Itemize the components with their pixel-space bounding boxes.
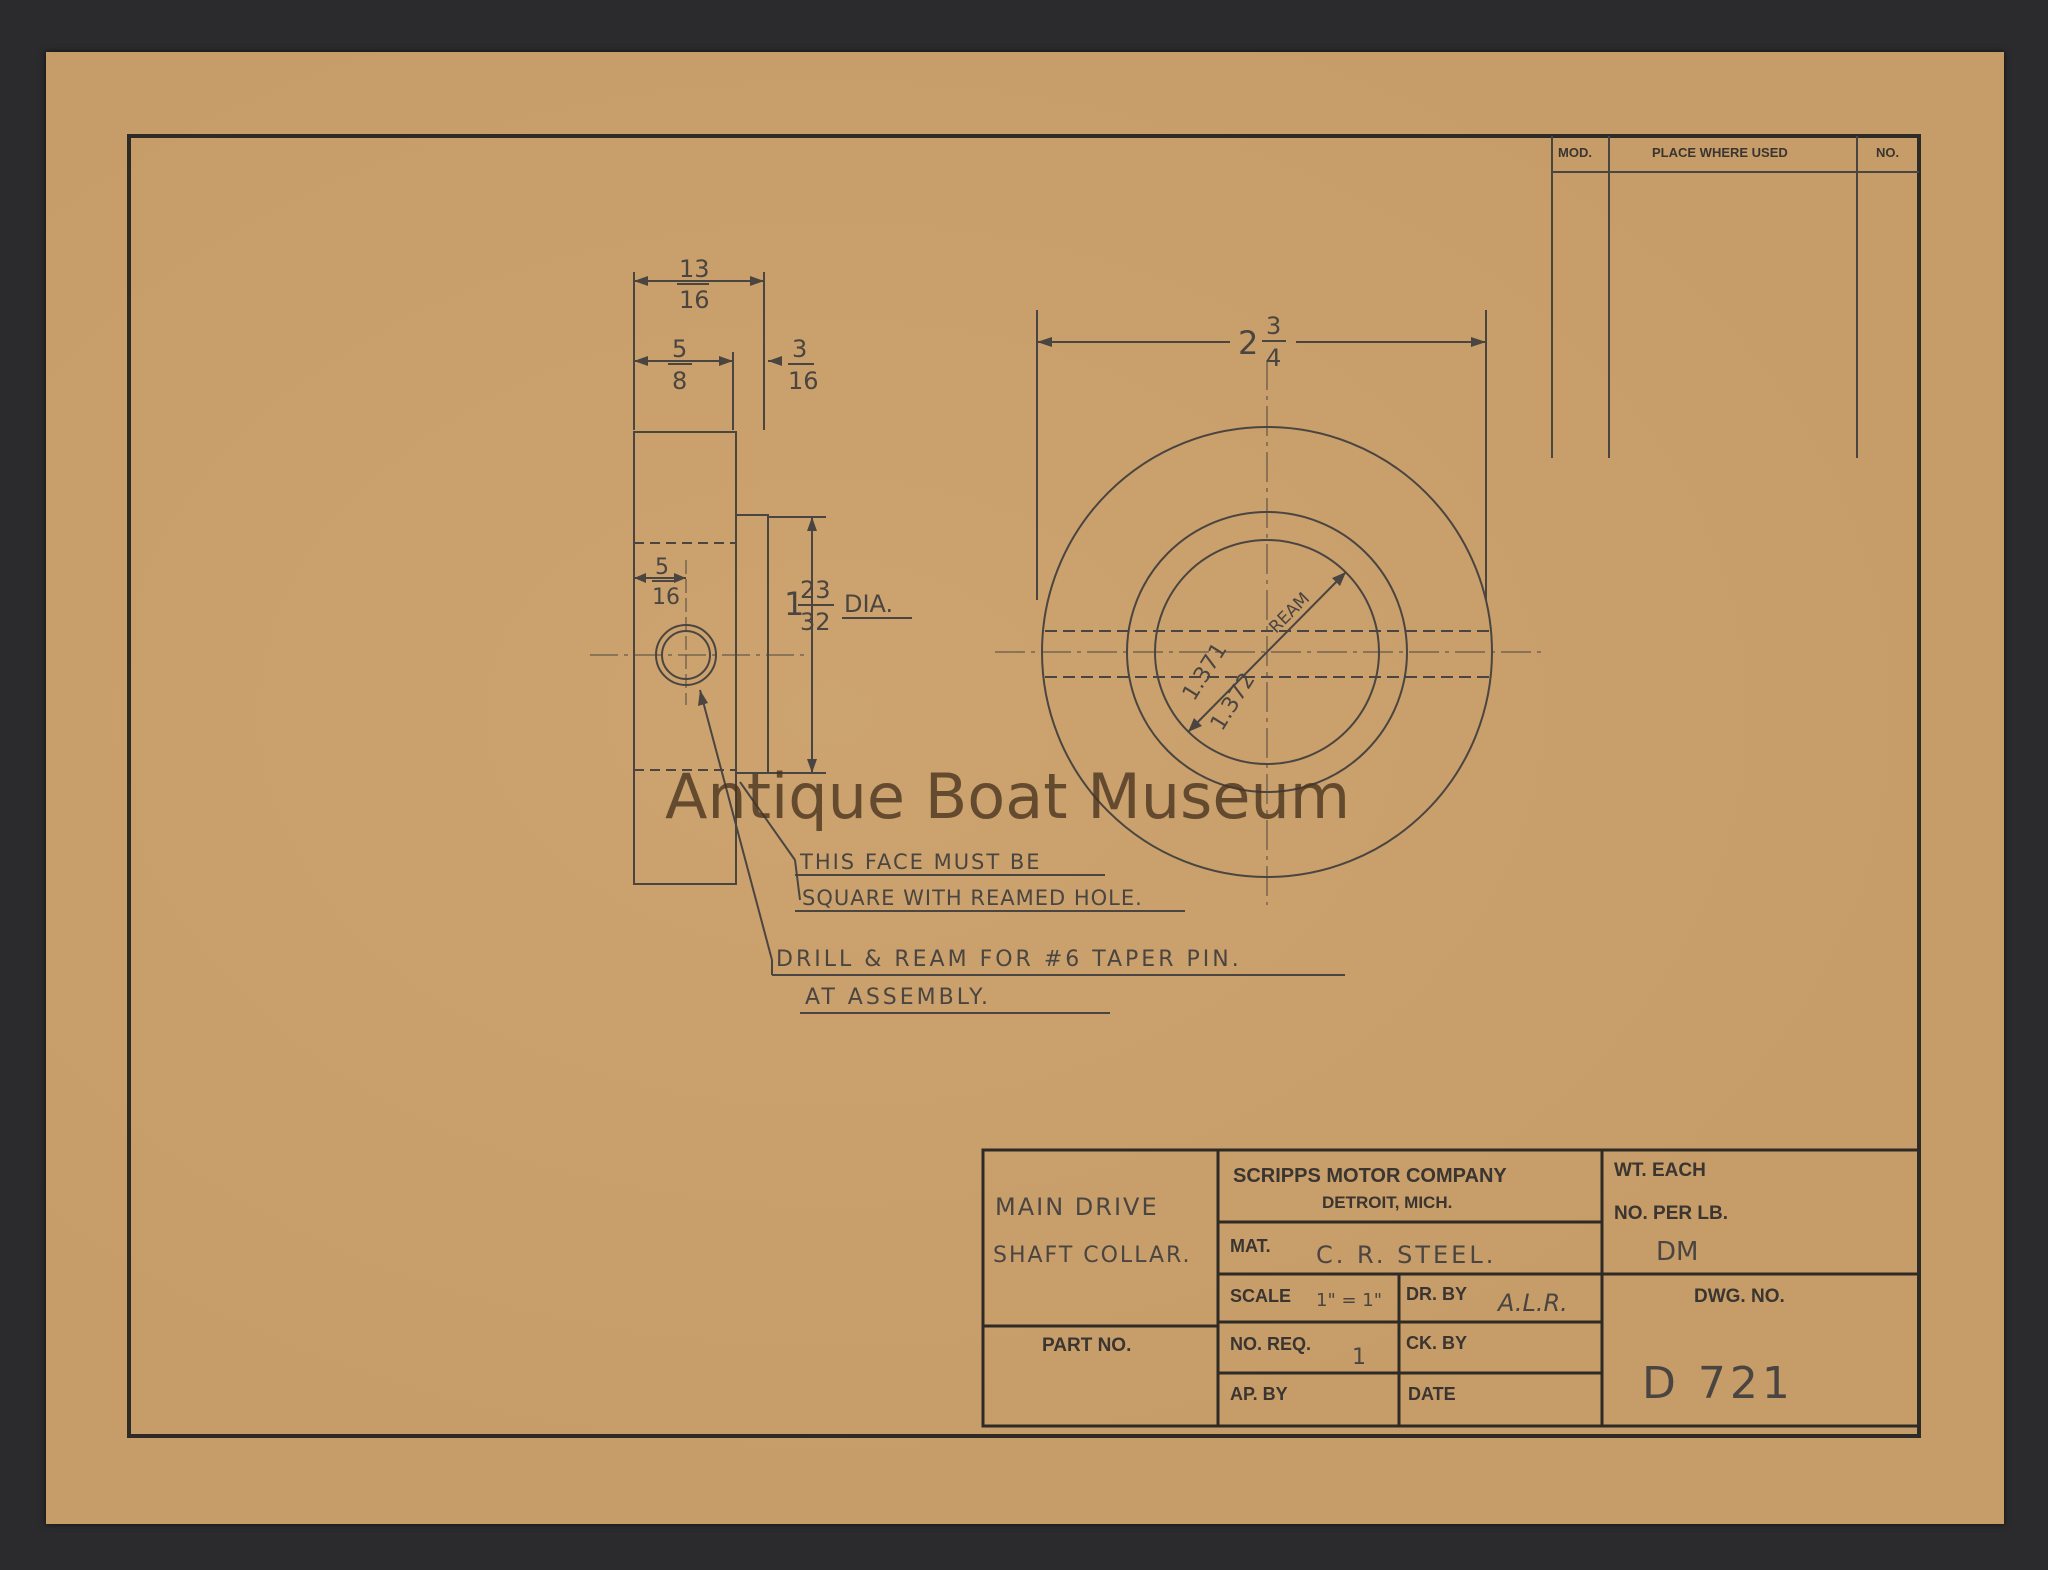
dim-right-num: 3 xyxy=(792,335,808,363)
ream-label: REAM xyxy=(1265,588,1315,638)
ck-by-label: CK. BY xyxy=(1406,1333,1468,1353)
initials: DM xyxy=(1656,1237,1699,1267)
dwg-no-value: D 721 xyxy=(1642,1358,1794,1409)
dia-suffix: DIA. xyxy=(844,590,894,618)
no-per-lb-label: NO. PER LB. xyxy=(1614,1203,1729,1224)
dim-overall-den: 16 xyxy=(679,286,710,314)
part-name-line1: MAIN DRIVE xyxy=(995,1193,1159,1221)
rev-header-no: NO. xyxy=(1876,145,1900,160)
watermark: Antique Boat Museum xyxy=(665,760,1351,833)
rev-header-mod: MOD. xyxy=(1558,145,1592,160)
dim-overall-num: 13 xyxy=(679,255,710,283)
dim-right-den: 16 xyxy=(788,367,819,395)
dr-by-value: A.L.R. xyxy=(1498,1289,1568,1317)
dim-width-den: 4 xyxy=(1266,344,1282,372)
note-face-line2: SQUARE WITH REAMED HOLE. xyxy=(802,886,1143,910)
dwg-no-label: DWG. NO. xyxy=(1694,1286,1785,1307)
dia-num: 23 xyxy=(800,576,831,604)
mat-label: MAT. xyxy=(1230,1236,1271,1256)
ap-by-label: AP. BY xyxy=(1230,1384,1288,1404)
bore-upper: 1.371 xyxy=(1177,638,1233,706)
dr-by-label: DR. BY xyxy=(1406,1284,1468,1304)
part-no-label: PART NO. xyxy=(1042,1335,1132,1356)
company-name: SCRIPPS MOTOR COMPANY xyxy=(1233,1165,1507,1187)
date-label: DATE xyxy=(1408,1384,1456,1404)
mat-value: C. R. STEEL. xyxy=(1316,1241,1497,1269)
company-location: DETROIT, MICH. xyxy=(1322,1193,1453,1212)
part-name-line2: SHAFT COLLAR. xyxy=(993,1243,1192,1268)
dim-width-num: 3 xyxy=(1266,312,1282,340)
dia-whole: 1 xyxy=(784,585,805,623)
bore-lower: 1.372 xyxy=(1205,668,1261,736)
dim-left-num: 5 xyxy=(672,335,688,363)
revision-block xyxy=(1552,136,1919,458)
rev-header-place: PLACE WHERE USED xyxy=(1652,145,1788,160)
note-drill-line1: DRILL & REAM FOR #6 TAPER PIN. xyxy=(776,947,1242,972)
leader-arrow xyxy=(698,690,708,706)
no-req-value: 1 xyxy=(1352,1345,1366,1370)
front-view-arrows xyxy=(1037,337,1486,732)
dim-width-whole: 2 xyxy=(1238,324,1259,362)
dim-left-den: 8 xyxy=(672,367,688,395)
dia-den: 32 xyxy=(800,608,831,636)
side-view-arrows xyxy=(634,276,817,773)
dim-hole-num: 5 xyxy=(655,555,669,580)
no-req-label: NO. REQ. xyxy=(1230,1334,1312,1354)
scale-label: SCALE xyxy=(1230,1286,1292,1306)
note-drill-line2: AT ASSEMBLY. xyxy=(805,985,992,1010)
dim-hole-den: 16 xyxy=(652,585,680,610)
note-face-line1: THIS FACE MUST BE xyxy=(800,850,1042,874)
wt-each-label: WT. EACH xyxy=(1614,1160,1706,1181)
scale-value: 1" = 1" xyxy=(1316,1290,1382,1311)
